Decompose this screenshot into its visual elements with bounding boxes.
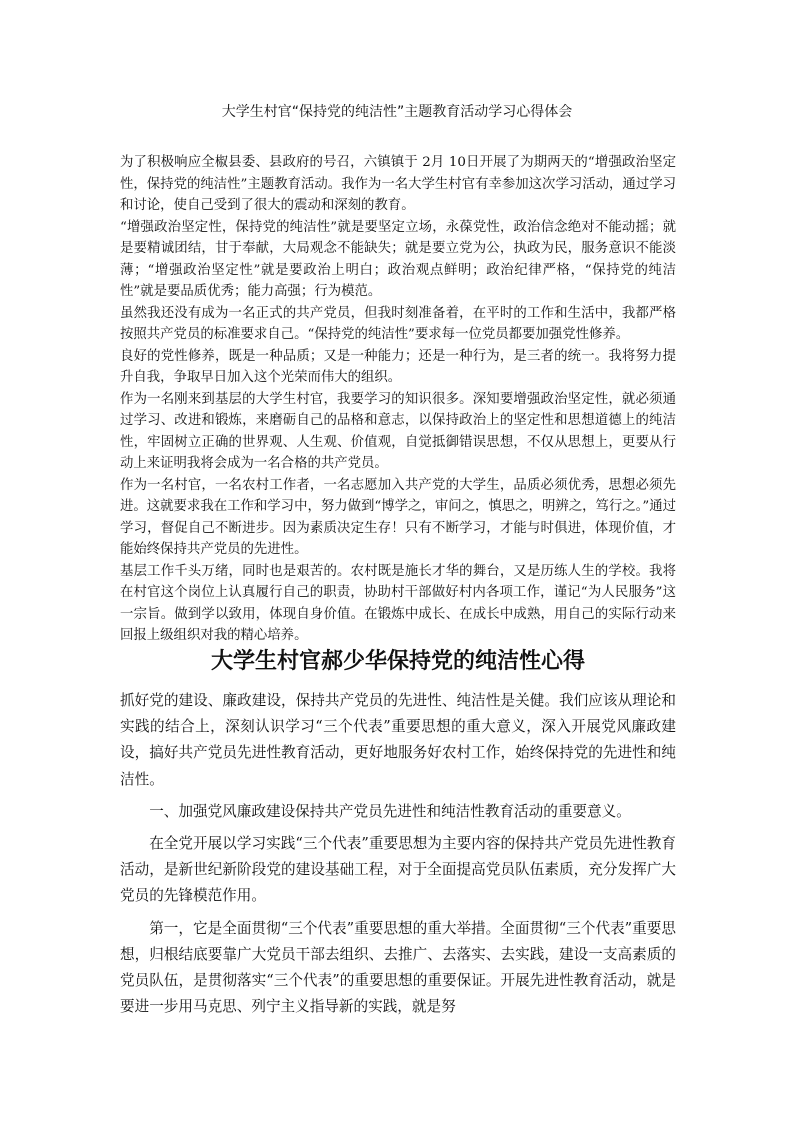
- document-title: 大学生村官“保持党的纯洁性”主题教育活动学习心得体会: [221, 104, 573, 120]
- paragraph: 作为一名村官，一名农村工作者，一名志愿加入共产党的大学生，品质必须优秀，思想必须先进。这就要求我在工作和学习中，努力做到“博学之，审问之，慎思之，明辨之，笃行之。”通过学习，督促自己不断进步。因为素质决定生存！只有不断学习，才能与时俱进，体现价值，才能始终保持共产党员的先进性。: [120, 477, 677, 557]
- paragraph: 一、加强党风廉政建设保持共产党员先进性和纯洁性教育活动的重要意义。: [149, 802, 631, 820]
- section-2-body: [120, 688, 676, 1026]
- paragraph: 良好的党性修养，既是一种品质；又是一种能力；还是一种行为，是三者的统一。我将努力提升自我，争取早日加入这个光荣而伟大的组织。: [120, 348, 676, 385]
- section-1-body: [120, 152, 676, 647]
- paragraph: 虽然我还没有成为一名正式的共产党员，但我时刻准备着，在平时的工作和生活中，我都严格按照共产党员的标准要求自己。“保持党的纯洁性”要求每一位党员都要加强党性修养。: [120, 305, 676, 342]
- section-2-heading: 大学生村官郝少华保持党的纯洁性心得: [210, 648, 585, 674]
- paragraph: 在全党开展以学习实践“三个代表”重要思想为主要内容的保持共产党员先进性教育活动，是新世纪新阶段党的建设基础工程，对于全面提高党员队伍素质，充分发挥广大党员的先锋模范作用。: [120, 835, 676, 905]
- paragraph: 基层工作千头万绪，同时也是艰苦的。农村既是施长才华的舞台，又是历练人生的学校。我将在村官这个岗位上认真履行自己的职责，协助村干部做好村内各项工作，谨记“为人民服务”这一宗旨。做到学以致用，体现自身价值。在锻炼中成长、在成长中成熟，用自己的实际行动来回报上级组织对我的精心培养。: [120, 563, 676, 643]
- paragraph: “增强政治坚定性，保持党的纯洁性”就是要坚定立场，永葆党性，政治信念绝对不能动摇；就是要精诚团结，甘于奉献，大局观念不能缺失；就是要立党为公，执政为民，服务意识不能淡薄；“增强政治坚定性”就是要政治上明白；政治观点鲜明；政治纪律严格，“保持党的纯洁性”就是要品质优秀；能力高强；行为模范。: [120, 219, 676, 299]
- paragraph: 作为一名刚来到基层的大学生村官，我要学习的知识很多。深知要增强政治坚定性，就必须通过学习、改进和锻炼，来磨砺自己的品格和意志，以保持政治上的坚定性和思想道德上的纯洁性，牢固树立正确的世界观、人生观、价值观，自觉抵御错误思想，不仅从思想上，更要从行动上来证明我将会成为一名合格的共产党员。: [120, 391, 676, 471]
- paragraph: 抓好党的建设、廉政建设，保持共产党员的先进性、纯洁性是关健。我们应该从理论和实践的结合上，深刻认识学习“三个代表”重要思想的重大意义，深入开展党风廉政建设，搞好共产党员先进性教育活动，更好地服务好农村工作，始终保持党的先进性和纯洁性。: [120, 692, 676, 788]
- paragraph: 第一，它是全面贯彻“三个代表”重要思想的重大举措。全面贯彻“三个代表”重要思想，归根结底要靠广大党员干部去组织、去推广、去落实、去实践，建设一支高素质的党员队伍，是贯彻落实“三个代表”的重要思想的重要保证。开展先进性教育活动，就是要进一步用马克思、列宁主义指导新的实践，就是努: [120, 919, 676, 1016]
- paragraph: 为了积极响应全椒县委、县政府的号召，六镇镇于 2月 10日开展了为期两天的“增强政治坚定性，保持党的纯洁性”主题教育活动。我作为一名大学生村官有幸参加这次学习活动，通过学习和讨论，使自己受到了很大的震动和深刻的教育。: [120, 155, 676, 213]
